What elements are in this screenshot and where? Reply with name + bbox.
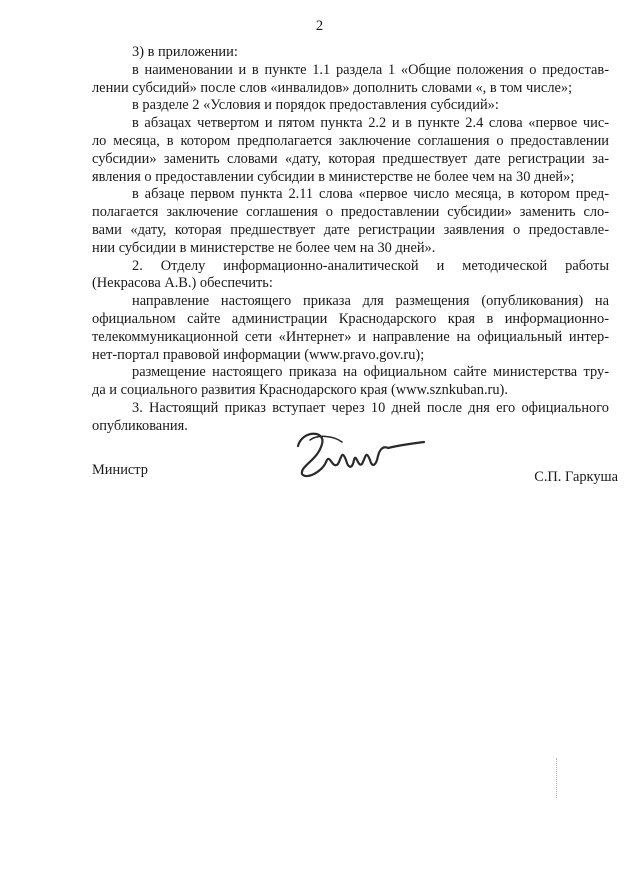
text-line: 2. Отделу информационно-аналитической и методической работы [132, 257, 609, 274]
text-line: в абзацах четвертом и пятом пункта 2.2 и в пункте 2.4 слова «первое чис- [132, 115, 609, 132]
paragraph [92, 293, 609, 364]
text-line: в наименовании и в пункте 1.1 раздела 1 «Общие положения о предостав- [132, 61, 609, 78]
text-line: 3. Настоящий приказ вступает через 10 дней после дня его официального [132, 399, 609, 416]
text-line: субсидии» заменить словами «дату, которая предшествует дате регистрации за- [92, 150, 609, 167]
text-line: в разделе 2 «Условия и порядок предоставления субсидий»: [132, 97, 499, 114]
text-line: телекоммуникационной сети «Интернет» и направление на официальный интер- [92, 328, 609, 345]
text-line: лении субсидий» после слов «инвалидов» дополнить словами «, в том числе»; [92, 79, 573, 96]
paragraph [92, 115, 609, 186]
document-body [92, 44, 609, 436]
text-line: размещение настоящего приказа на официальном сайте министерства тру- [132, 364, 609, 381]
text-line: явления о предоставлении субсидии в министерстве не более чем на 30 дней»; [92, 168, 575, 185]
text-line: ло месяца, в котором предполагается заключение соглашения о предоставлении [92, 132, 609, 149]
text-line: вами «дату, которая предшествует дате регистрации заявления о предоставле- [92, 221, 609, 238]
paragraph [92, 62, 609, 98]
paragraph [92, 364, 609, 400]
page-number: 2 [315, 18, 324, 34]
text-line: (Некрасова А.В.) обеспечить: [92, 275, 273, 292]
text-line: 3) в приложении: [132, 44, 238, 60]
paragraph [92, 258, 609, 294]
text-line: официальном сайте администрации Краснодарского края в информационно- [92, 310, 609, 327]
text-line: нет-портал правовой информации (www.pravo.gov.ru); [92, 346, 425, 363]
signatory-name: С.П. Гаркуша [534, 469, 618, 485]
handwritten-signature [292, 426, 432, 482]
text-line: да и социального развития Краснодарского края (www.sznkuban.ru). [92, 382, 508, 399]
text-line: направление настоящего приказа для размещения (опубликования) на [132, 293, 609, 310]
text-line: в абзаце первом пункта 2.11 слова «первое число месяца, в котором пред- [132, 186, 609, 203]
paragraph [92, 44, 609, 62]
text-line: полагается заключение соглашения о предоставлении субсидии» заменить сло- [92, 204, 609, 221]
text-line: нии субсидии в министерстве не более чем на 30 дней». [92, 239, 436, 256]
scan-mark [556, 758, 560, 798]
paragraph [92, 97, 609, 115]
paragraph [92, 186, 609, 257]
signatory-title: Министр [92, 462, 148, 478]
text-line: опубликования. [92, 417, 188, 434]
